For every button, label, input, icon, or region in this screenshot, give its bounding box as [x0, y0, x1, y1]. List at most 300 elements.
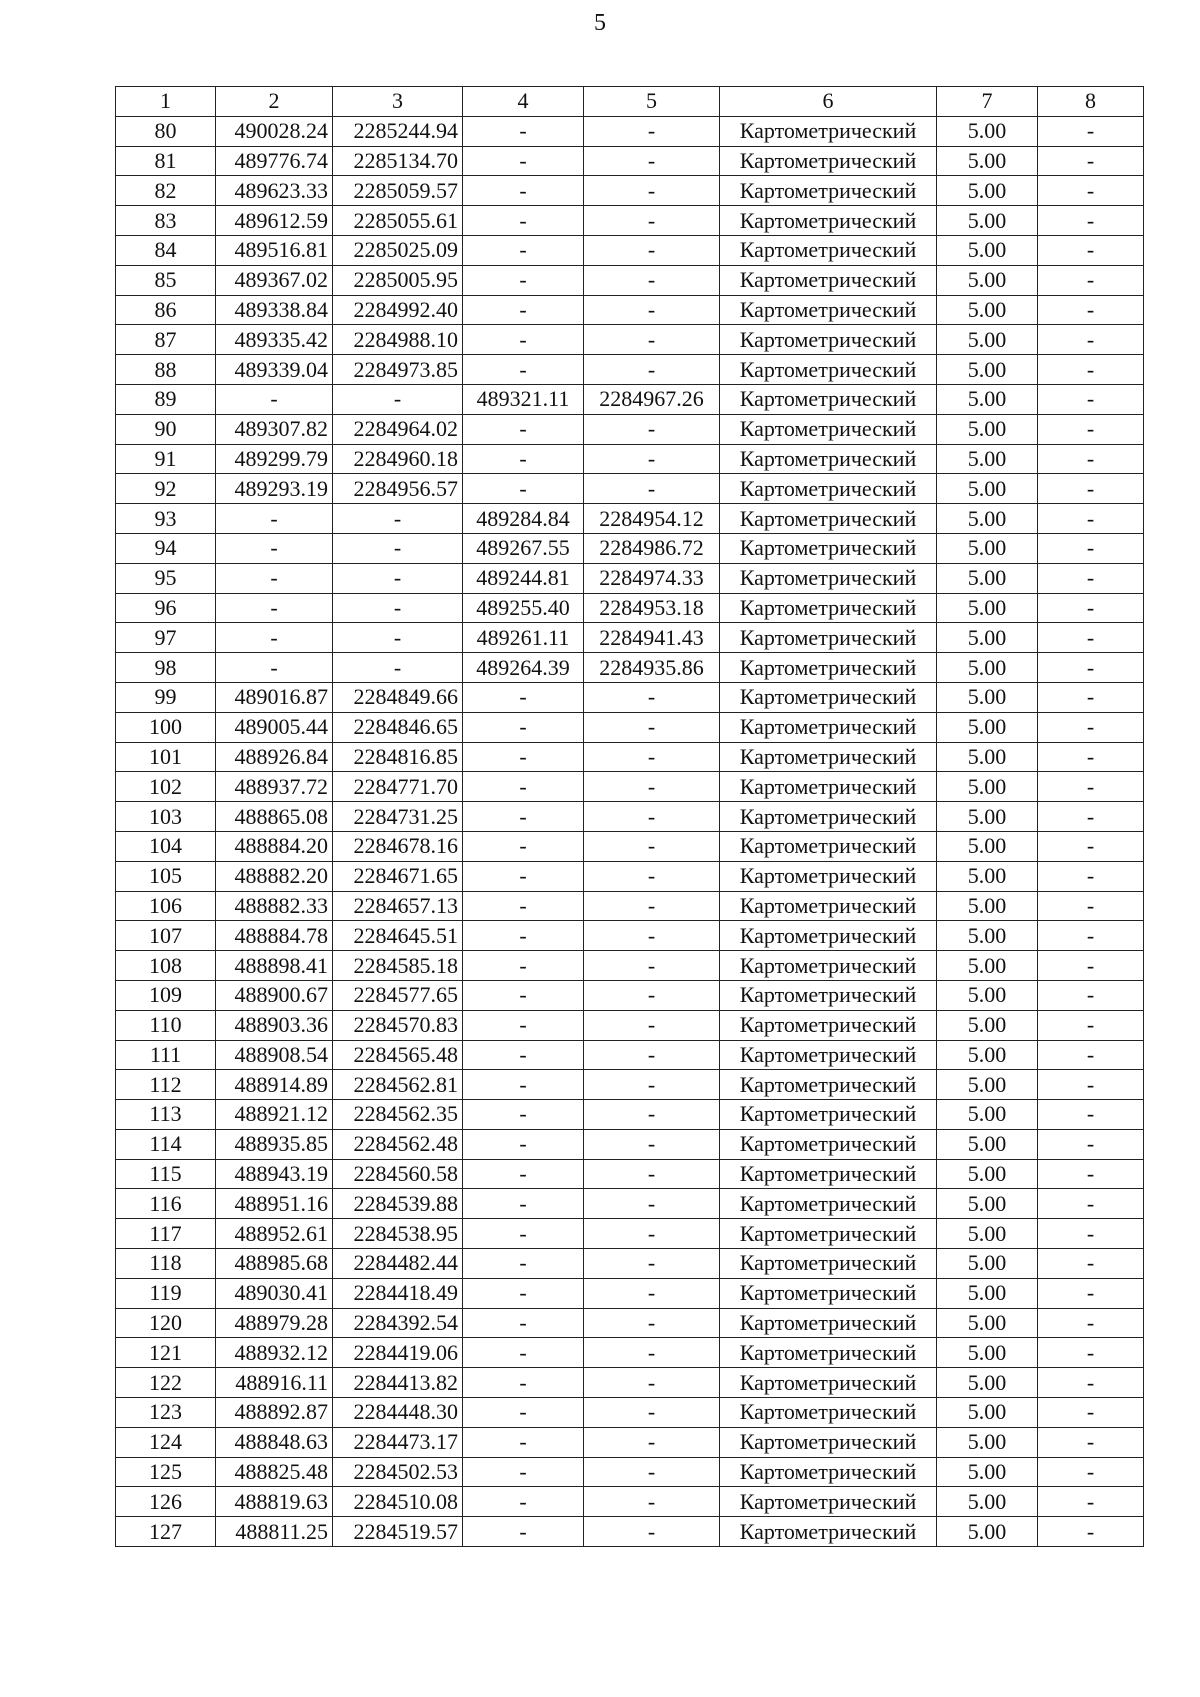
table-row [116, 1278, 1144, 1308]
description-cell: - [1038, 533, 1144, 563]
x-coordinate-cell: 488825.48 [216, 1457, 333, 1487]
x-coordinate-cell: 488865.08 [216, 802, 333, 832]
method-cell: Картометрический [720, 1398, 937, 1428]
accuracy-cell: 5.00 [937, 1249, 1038, 1279]
accuracy-cell: 5.00 [937, 474, 1038, 504]
new-x-coordinate-cell: 489244.81 [463, 563, 584, 593]
new-x-coordinate-cell: - [463, 1398, 584, 1428]
accuracy-cell: 5.00 [937, 1517, 1038, 1547]
description-cell: - [1038, 1278, 1144, 1308]
point-number-cell: 91 [116, 444, 216, 474]
method-cell: Картометрический [720, 384, 937, 414]
accuracy-cell: 5.00 [937, 384, 1038, 414]
table-row [116, 295, 1144, 325]
x-coordinate-cell: 488921.12 [216, 1100, 333, 1130]
description-cell: - [1038, 1159, 1144, 1189]
new-y-coordinate-cell: - [584, 1308, 720, 1338]
table-row [116, 1010, 1144, 1040]
x-coordinate-cell: 488952.61 [216, 1219, 333, 1249]
y-coordinate-cell: 2284585.18 [333, 951, 463, 981]
method-cell: Картометрический [720, 355, 937, 385]
x-coordinate-cell: 489293.19 [216, 474, 333, 504]
accuracy-cell: 5.00 [937, 1457, 1038, 1487]
table-body [116, 116, 1144, 1546]
description-cell: - [1038, 1487, 1144, 1517]
x-coordinate-cell: - [216, 533, 333, 563]
accuracy-cell: 5.00 [937, 742, 1038, 772]
x-coordinate-cell: 489335.42 [216, 325, 333, 355]
new-x-coordinate-cell: - [463, 951, 584, 981]
accuracy-cell: 5.00 [937, 146, 1038, 176]
new-y-coordinate-cell: - [584, 1427, 720, 1457]
x-coordinate-cell: 488848.63 [216, 1427, 333, 1457]
new-x-coordinate-cell: - [463, 474, 584, 504]
accuracy-cell: 5.00 [937, 1308, 1038, 1338]
x-coordinate-cell: 489516.81 [216, 235, 333, 265]
description-cell: - [1038, 653, 1144, 683]
description-cell: - [1038, 444, 1144, 474]
table-row [116, 1129, 1144, 1159]
x-coordinate-cell: 490028.24 [216, 116, 333, 146]
table-row [116, 1457, 1144, 1487]
x-coordinate-cell: 488985.68 [216, 1249, 333, 1279]
description-cell: - [1038, 1517, 1144, 1547]
point-number-cell: 97 [116, 623, 216, 653]
y-coordinate-cell: 2285005.95 [333, 265, 463, 295]
description-cell: - [1038, 1457, 1144, 1487]
description-cell: - [1038, 265, 1144, 295]
y-coordinate-cell: - [333, 593, 463, 623]
y-coordinate-cell: 2284960.18 [333, 444, 463, 474]
new-x-coordinate-cell: - [463, 1368, 584, 1398]
new-x-coordinate-cell: - [463, 1219, 584, 1249]
coordinates-table [115, 86, 1144, 1547]
new-y-coordinate-cell: - [584, 1219, 720, 1249]
description-cell: - [1038, 980, 1144, 1010]
method-cell: Картометрический [720, 891, 937, 921]
method-cell: Картометрический [720, 325, 937, 355]
table-row [116, 1308, 1144, 1338]
method-cell: Картометрический [720, 1129, 937, 1159]
new-x-coordinate-cell: - [463, 861, 584, 891]
new-x-coordinate-cell: - [463, 1278, 584, 1308]
method-cell: Картометрический [720, 444, 937, 474]
table-row [116, 712, 1144, 742]
new-x-coordinate-cell: - [463, 682, 584, 712]
point-number-cell: 103 [116, 802, 216, 832]
x-coordinate-cell: 489005.44 [216, 712, 333, 742]
new-x-coordinate-cell: - [463, 1129, 584, 1159]
description-cell: - [1038, 384, 1144, 414]
column-header: 2 [216, 87, 333, 117]
new-y-coordinate-cell: - [584, 772, 720, 802]
accuracy-cell: 5.00 [937, 1129, 1038, 1159]
accuracy-cell: 5.00 [937, 1278, 1038, 1308]
new-y-coordinate-cell: - [584, 355, 720, 385]
method-cell: Картометрический [720, 1308, 937, 1338]
table-row [116, 146, 1144, 176]
table-row [116, 1517, 1144, 1547]
description-cell: - [1038, 1427, 1144, 1457]
x-coordinate-cell: 488811.25 [216, 1517, 333, 1547]
method-cell: Картометрический [720, 1517, 937, 1547]
x-coordinate-cell: 488884.78 [216, 921, 333, 951]
y-coordinate-cell: 2284731.25 [333, 802, 463, 832]
description-cell: - [1038, 235, 1144, 265]
y-coordinate-cell: 2284418.49 [333, 1278, 463, 1308]
y-coordinate-cell: 2284988.10 [333, 325, 463, 355]
description-cell: - [1038, 1189, 1144, 1219]
x-coordinate-cell: - [216, 563, 333, 593]
point-number-cell: 124 [116, 1427, 216, 1457]
method-cell: Картометрический [720, 235, 937, 265]
description-cell: - [1038, 1368, 1144, 1398]
new-y-coordinate-cell: 2284986.72 [584, 533, 720, 563]
point-number-cell: 108 [116, 951, 216, 981]
description-cell: - [1038, 1070, 1144, 1100]
method-cell: Картометрический [720, 1070, 937, 1100]
table-row [116, 533, 1144, 563]
table-row [116, 1338, 1144, 1368]
table-row [116, 1219, 1144, 1249]
y-coordinate-cell: 2284771.70 [333, 772, 463, 802]
accuracy-cell: 5.00 [937, 802, 1038, 832]
y-coordinate-cell: 2284519.57 [333, 1517, 463, 1547]
description-cell: - [1038, 414, 1144, 444]
point-number-cell: 88 [116, 355, 216, 385]
x-coordinate-cell: 488882.33 [216, 891, 333, 921]
description-cell: - [1038, 1219, 1144, 1249]
new-x-coordinate-cell: - [463, 1517, 584, 1547]
new-x-coordinate-cell: - [463, 265, 584, 295]
new-x-coordinate-cell: - [463, 235, 584, 265]
new-y-coordinate-cell: - [584, 444, 720, 474]
table-row [116, 1040, 1144, 1070]
table-row [116, 861, 1144, 891]
new-x-coordinate-cell: - [463, 891, 584, 921]
new-y-coordinate-cell: - [584, 1457, 720, 1487]
table-row [116, 1070, 1144, 1100]
new-y-coordinate-cell: - [584, 1189, 720, 1219]
new-y-coordinate-cell: - [584, 414, 720, 444]
table-row [116, 593, 1144, 623]
new-x-coordinate-cell: - [463, 1338, 584, 1368]
point-number-cell: 121 [116, 1338, 216, 1368]
y-coordinate-cell: 2284539.88 [333, 1189, 463, 1219]
y-coordinate-cell: 2284992.40 [333, 295, 463, 325]
new-x-coordinate-cell: - [463, 1189, 584, 1219]
description-cell: - [1038, 682, 1144, 712]
y-coordinate-cell: 2284562.48 [333, 1129, 463, 1159]
accuracy-cell: 5.00 [937, 1040, 1038, 1070]
new-x-coordinate-cell: 489267.55 [463, 533, 584, 563]
method-cell: Картометрический [720, 772, 937, 802]
description-cell: - [1038, 146, 1144, 176]
y-coordinate-cell: 2284816.85 [333, 742, 463, 772]
accuracy-cell: 5.00 [937, 951, 1038, 981]
x-coordinate-cell: 488914.89 [216, 1070, 333, 1100]
description-cell: - [1038, 1129, 1144, 1159]
y-coordinate-cell: 2284448.30 [333, 1398, 463, 1428]
y-coordinate-cell: 2285055.61 [333, 206, 463, 236]
new-y-coordinate-cell: - [584, 116, 720, 146]
description-cell: - [1038, 742, 1144, 772]
table-row [116, 355, 1144, 385]
method-cell: Картометрический [720, 176, 937, 206]
description-cell: - [1038, 1398, 1144, 1428]
point-number-cell: 112 [116, 1070, 216, 1100]
description-cell: - [1038, 1338, 1144, 1368]
point-number-cell: 96 [116, 593, 216, 623]
point-number-cell: 119 [116, 1278, 216, 1308]
description-cell: - [1038, 921, 1144, 951]
point-number-cell: 86 [116, 295, 216, 325]
table-row [116, 1100, 1144, 1130]
table-row [116, 891, 1144, 921]
y-coordinate-cell: 2284565.48 [333, 1040, 463, 1070]
column-header: 8 [1038, 87, 1144, 117]
point-number-cell: 104 [116, 831, 216, 861]
y-coordinate-cell: 2284956.57 [333, 474, 463, 504]
method-cell: Картометрический [720, 1189, 937, 1219]
y-coordinate-cell: 2284560.58 [333, 1159, 463, 1189]
new-y-coordinate-cell: 2284941.43 [584, 623, 720, 653]
point-number-cell: 80 [116, 116, 216, 146]
x-coordinate-cell: 489623.33 [216, 176, 333, 206]
y-coordinate-cell: 2284577.65 [333, 980, 463, 1010]
method-cell: Картометрический [720, 712, 937, 742]
new-x-coordinate-cell: - [463, 1487, 584, 1517]
new-x-coordinate-cell: - [463, 1457, 584, 1487]
method-cell: Картометрический [720, 1249, 937, 1279]
x-coordinate-cell: 488951.16 [216, 1189, 333, 1219]
table-row [116, 980, 1144, 1010]
method-cell: Картометрический [720, 295, 937, 325]
y-coordinate-cell: 2284473.17 [333, 1427, 463, 1457]
y-coordinate-cell: - [333, 653, 463, 683]
new-x-coordinate-cell: - [463, 325, 584, 355]
accuracy-cell: 5.00 [937, 206, 1038, 236]
y-coordinate-cell: 2284849.66 [333, 682, 463, 712]
y-coordinate-cell: - [333, 504, 463, 534]
point-number-cell: 120 [116, 1308, 216, 1338]
x-coordinate-cell: 489776.74 [216, 146, 333, 176]
accuracy-cell: 5.00 [937, 235, 1038, 265]
x-coordinate-cell: 488979.28 [216, 1308, 333, 1338]
new-x-coordinate-cell: - [463, 355, 584, 385]
table-row [116, 772, 1144, 802]
new-y-coordinate-cell: - [584, 146, 720, 176]
accuracy-cell: 5.00 [937, 653, 1038, 683]
y-coordinate-cell: - [333, 533, 463, 563]
description-cell: - [1038, 802, 1144, 832]
table-row [116, 921, 1144, 951]
point-number-cell: 102 [116, 772, 216, 802]
point-number-cell: 109 [116, 980, 216, 1010]
new-x-coordinate-cell: 489284.84 [463, 504, 584, 534]
x-coordinate-cell: - [216, 653, 333, 683]
method-cell: Картометрический [720, 1010, 937, 1040]
new-x-coordinate-cell: - [463, 444, 584, 474]
x-coordinate-cell: 489016.87 [216, 682, 333, 712]
column-header: 6 [720, 87, 937, 117]
description-cell: - [1038, 504, 1144, 534]
accuracy-cell: 5.00 [937, 265, 1038, 295]
point-number-cell: 94 [116, 533, 216, 563]
accuracy-cell: 5.00 [937, 831, 1038, 861]
y-coordinate-cell: 2284678.16 [333, 831, 463, 861]
description-cell: - [1038, 1308, 1144, 1338]
x-coordinate-cell: 489299.79 [216, 444, 333, 474]
new-y-coordinate-cell: - [584, 1129, 720, 1159]
point-number-cell: 123 [116, 1398, 216, 1428]
new-x-coordinate-cell: - [463, 1040, 584, 1070]
new-y-coordinate-cell: - [584, 206, 720, 236]
method-cell: Картометрический [720, 623, 937, 653]
x-coordinate-cell: 488916.11 [216, 1368, 333, 1398]
table-row [116, 116, 1144, 146]
table-row [116, 1249, 1144, 1279]
point-number-cell: 101 [116, 742, 216, 772]
table-row [116, 176, 1144, 206]
point-number-cell: 87 [116, 325, 216, 355]
accuracy-cell: 5.00 [937, 593, 1038, 623]
new-x-coordinate-cell: - [463, 921, 584, 951]
method-cell: Картометрический [720, 1487, 937, 1517]
description-cell: - [1038, 1040, 1144, 1070]
accuracy-cell: 5.00 [937, 1100, 1038, 1130]
new-x-coordinate-cell: - [463, 712, 584, 742]
x-coordinate-cell: 489338.84 [216, 295, 333, 325]
method-cell: Картометрический [720, 831, 937, 861]
accuracy-cell: 5.00 [937, 414, 1038, 444]
accuracy-cell: 5.00 [937, 980, 1038, 1010]
x-coordinate-cell: 488819.63 [216, 1487, 333, 1517]
table-row [116, 474, 1144, 504]
point-number-cell: 89 [116, 384, 216, 414]
point-number-cell: 110 [116, 1010, 216, 1040]
point-number-cell: 99 [116, 682, 216, 712]
point-number-cell: 106 [116, 891, 216, 921]
new-x-coordinate-cell: - [463, 1159, 584, 1189]
table-row [116, 504, 1144, 534]
description-cell: - [1038, 295, 1144, 325]
y-coordinate-cell: 2285025.09 [333, 235, 463, 265]
table-row [116, 682, 1144, 712]
table-row [116, 1159, 1144, 1189]
y-coordinate-cell: 2285244.94 [333, 116, 463, 146]
y-coordinate-cell: 2284392.54 [333, 1308, 463, 1338]
accuracy-cell: 5.00 [937, 1427, 1038, 1457]
new-x-coordinate-cell: 489321.11 [463, 384, 584, 414]
method-cell: Картометрический [720, 861, 937, 891]
description-cell: - [1038, 712, 1144, 742]
table-row [116, 414, 1144, 444]
new-y-coordinate-cell: - [584, 1040, 720, 1070]
y-coordinate-cell: - [333, 563, 463, 593]
description-cell: - [1038, 474, 1144, 504]
method-cell: Картометрический [720, 1159, 937, 1189]
method-cell: Картометрический [720, 1278, 937, 1308]
y-coordinate-cell: 2284538.95 [333, 1219, 463, 1249]
table-row [116, 235, 1144, 265]
method-cell: Картометрический [720, 146, 937, 176]
x-coordinate-cell: 488900.67 [216, 980, 333, 1010]
method-cell: Картометрический [720, 653, 937, 683]
x-coordinate-cell: 489030.41 [216, 1278, 333, 1308]
accuracy-cell: 5.00 [937, 712, 1038, 742]
method-cell: Картометрический [720, 265, 937, 295]
table-row [116, 951, 1144, 981]
y-coordinate-cell: 2284510.08 [333, 1487, 463, 1517]
new-y-coordinate-cell: - [584, 951, 720, 981]
accuracy-cell: 5.00 [937, 295, 1038, 325]
method-cell: Картометрический [720, 116, 937, 146]
new-x-coordinate-cell: - [463, 1249, 584, 1279]
x-coordinate-cell: 488903.36 [216, 1010, 333, 1040]
y-coordinate-cell: 2284562.81 [333, 1070, 463, 1100]
new-y-coordinate-cell: - [584, 861, 720, 891]
description-cell: - [1038, 176, 1144, 206]
accuracy-cell: 5.00 [937, 1219, 1038, 1249]
new-y-coordinate-cell: - [584, 1487, 720, 1517]
new-x-coordinate-cell: - [463, 802, 584, 832]
accuracy-cell: 5.00 [937, 116, 1038, 146]
accuracy-cell: 5.00 [937, 444, 1038, 474]
point-number-cell: 127 [116, 1517, 216, 1547]
new-y-coordinate-cell: - [584, 1278, 720, 1308]
point-number-cell: 95 [116, 563, 216, 593]
method-cell: Картометрический [720, 474, 937, 504]
new-y-coordinate-cell: - [584, 1249, 720, 1279]
table-row [116, 265, 1144, 295]
new-y-coordinate-cell: - [584, 831, 720, 861]
method-cell: Картометрический [720, 1427, 937, 1457]
method-cell: Картометрический [720, 682, 937, 712]
method-cell: Картометрический [720, 1219, 937, 1249]
description-cell: - [1038, 593, 1144, 623]
new-x-coordinate-cell: - [463, 772, 584, 802]
accuracy-cell: 5.00 [937, 355, 1038, 385]
new-y-coordinate-cell: - [584, 802, 720, 832]
y-coordinate-cell: 2285134.70 [333, 146, 463, 176]
page-number: 5 [594, 10, 606, 36]
point-number-cell: 116 [116, 1189, 216, 1219]
x-coordinate-cell: 488935.85 [216, 1129, 333, 1159]
point-number-cell: 92 [116, 474, 216, 504]
description-cell: - [1038, 1249, 1144, 1279]
y-coordinate-cell: 2284419.06 [333, 1338, 463, 1368]
point-number-cell: 113 [116, 1100, 216, 1130]
new-x-coordinate-cell: - [463, 1070, 584, 1100]
y-coordinate-cell: 2284973.85 [333, 355, 463, 385]
x-coordinate-cell: 489339.04 [216, 355, 333, 385]
point-number-cell: 82 [116, 176, 216, 206]
accuracy-cell: 5.00 [937, 682, 1038, 712]
y-coordinate-cell: 2284964.02 [333, 414, 463, 444]
x-coordinate-cell: 488926.84 [216, 742, 333, 772]
new-y-coordinate-cell: - [584, 1159, 720, 1189]
point-number-cell: 114 [116, 1129, 216, 1159]
new-y-coordinate-cell: - [584, 682, 720, 712]
y-coordinate-cell: 2284645.51 [333, 921, 463, 951]
point-number-cell: 83 [116, 206, 216, 236]
method-cell: Картометрический [720, 504, 937, 534]
new-y-coordinate-cell: - [584, 1398, 720, 1428]
x-coordinate-cell: 489367.02 [216, 265, 333, 295]
y-coordinate-cell: 2284482.44 [333, 1249, 463, 1279]
x-coordinate-cell: - [216, 384, 333, 414]
